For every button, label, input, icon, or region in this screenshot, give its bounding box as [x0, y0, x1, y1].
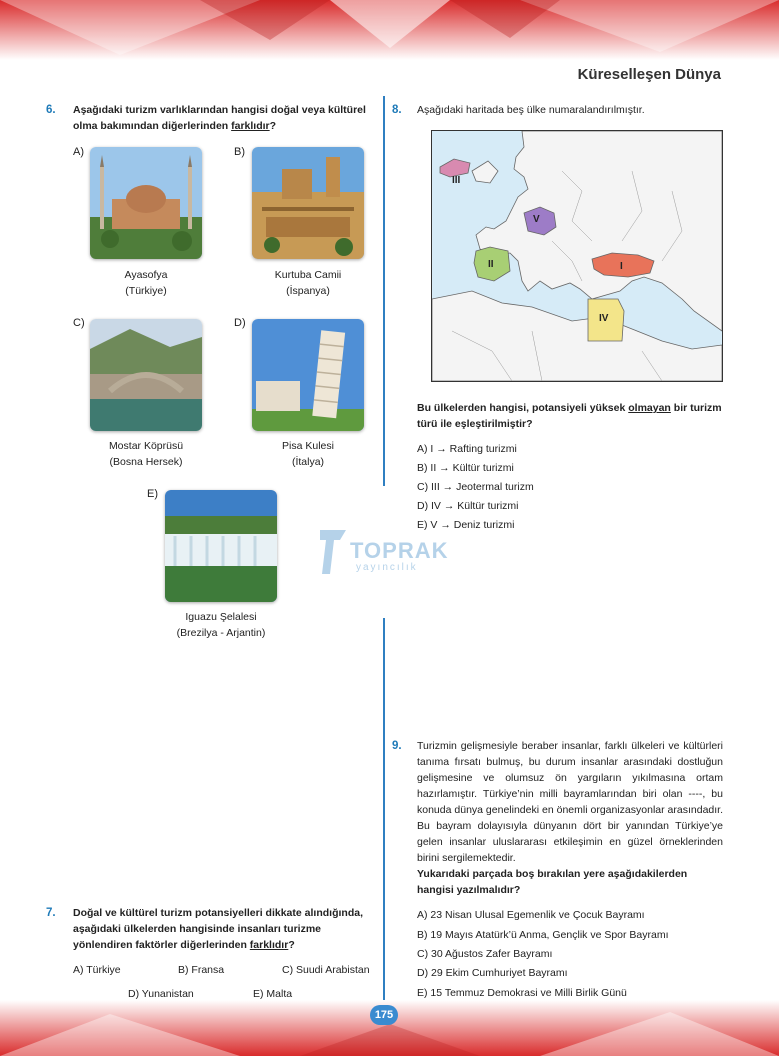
q6-option-c-name: Mostar Köprüsü — [108, 440, 184, 452]
q9-option-d[interactable]: D) 29 Ekim Cumhuriyet Bayramı — [417, 967, 568, 979]
q8-question-end: bir turizm türü ile eşleştirilmiştir? — [417, 402, 722, 430]
q9-option-c[interactable]: C) 30 Ağustos Zafer Bayramı — [417, 948, 553, 960]
q9-question: Yukarıdaki parçada boş bırakılan yere aşağıdakilerden hangisi yazılmalıdır? — [417, 868, 688, 896]
q6-option-d-name: Pisa Kulesi — [282, 440, 334, 452]
q6-option-a-country: (Türkiye) — [125, 285, 167, 297]
q6-option-c-letter[interactable]: C) — [73, 317, 85, 329]
q6-text-end: ? — [269, 120, 277, 132]
q8-option-d[interactable]: D) IV → Kültür turizmi — [417, 500, 519, 512]
watermark-sub: yayıncılık — [356, 562, 418, 573]
q6-option-e-caption — [141, 609, 301, 641]
q6-option-c-caption — [66, 438, 226, 470]
q6-option-b-letter[interactable]: B) — [234, 146, 245, 158]
kurtuba-camii-photo[interactable] — [252, 147, 364, 259]
q7-option-c[interactable]: C) Suudi Arabistan — [282, 964, 370, 976]
q7-text-end: ? — [288, 939, 295, 951]
q8-option-b[interactable]: B) II → Kültür turizmi — [417, 462, 514, 474]
q9-option-e[interactable]: E) 15 Temmuz Demokrasi ve Milli Birlik Günü — [417, 987, 627, 999]
q6-text-underlined: farklıdır — [231, 120, 270, 132]
q6-option-b-caption — [228, 267, 388, 299]
q6-number: 6. — [46, 104, 56, 116]
europe-map — [431, 130, 723, 382]
q7-option-b[interactable]: B) Fransa — [178, 964, 225, 976]
q6-option-a-letter[interactable]: A) — [73, 146, 84, 158]
pisa-kulesi-photo[interactable] — [252, 319, 364, 431]
q9-text: Turizmin gelişmesiyle beraber insanlar, farklı ülkeleri ve kültürleri tanıma fırsatı bulmuş, bu durum insanlar arasındaki dostluğun gelişmesine ve olumsuz ön yargıların yıkılmasına ortam hazırlamıştır. Türkiye’nin milli bayramlarından biri olan ----, bu konuda dünya genelindeki en önemli organizasyonlar arasındadır. Bu bayram dolayısıyla dünyanın dört bir yanından Türkiye’ye gelen insanlar uluslararası etkileşimin en güzel örneklerinden birini sergilemektedir. — [417, 740, 723, 864]
q9-option-b[interactable]: B) 19 Mayıs Atatürk’ü Anma, Gençlik ve Spor Bayramı — [417, 929, 669, 941]
q7-option-d[interactable]: D) Yunanistan — [128, 988, 194, 1000]
q6-option-b-country: (İspanya) — [286, 285, 330, 297]
q6-option-b-name: Kurtuba Camii — [274, 269, 342, 281]
q7-text-main: Doğal ve kültürel turizm potansiyelleri dikkate alındığında, aşağıdaki ülkelerden hangisinde insanları turizme yönlendiren faktörler diğerlerinden — [73, 907, 363, 951]
q7-option-a[interactable]: A) Türkiye — [73, 964, 121, 976]
q6-option-d-letter[interactable]: D) — [234, 317, 246, 329]
column-divider — [383, 618, 385, 1000]
q8-question-main: Bu ülkelerden hangisi, potansiyeli yüksek — [417, 402, 629, 414]
q8-option-c[interactable]: C) III → Jeotermal turizm — [417, 481, 534, 493]
q8-number: 8. — [392, 104, 402, 116]
q9-number: 9. — [392, 740, 402, 752]
watermark-brand: TOPRAK — [350, 538, 449, 563]
q7-number: 7. — [46, 907, 56, 919]
map-label-iii: III — [452, 175, 461, 186]
map-label-v: V — [533, 214, 540, 225]
section-title: Küreselleşen Dünya — [577, 66, 721, 83]
q6-option-e-name: Iguazu Şelalesi — [185, 611, 257, 623]
q6-option-e-country: (Brezilya - Arjantin) — [176, 627, 266, 639]
q6-text — [73, 102, 379, 134]
map-label-i: I — [620, 261, 623, 272]
q8-question-underlined: olmayan — [628, 402, 671, 414]
map-label-iv: IV — [599, 313, 609, 324]
ayasofya-photo[interactable] — [90, 147, 202, 259]
q8-option-a[interactable]: A) I → Rafting turizmi — [417, 443, 517, 455]
q8-intro: Aşağıdaki haritada beş ülke numaralandırılmıştır. — [417, 104, 645, 116]
q6-option-c-country: (Bosna Hersek) — [109, 456, 183, 468]
q9-option-a[interactable]: A) 23 Nisan Ulusal Egemenlik ve Çocuk Bayramı — [417, 909, 645, 921]
q7-text — [73, 905, 379, 953]
mostar-koprusu-photo[interactable] — [90, 319, 202, 431]
q8-option-e[interactable]: E) V → Deniz turizmi — [417, 519, 515, 531]
q6-option-a-caption — [66, 267, 226, 299]
q7-option-e[interactable]: E) Malta — [253, 988, 293, 1000]
q6-text-main: Aşağıdaki turizm varlıklarından hangisi doğal veya kültürel olma bakımından diğerlerinden — [73, 104, 366, 132]
header-decoration — [0, 0, 779, 60]
page-number: 175 — [370, 1005, 398, 1025]
q6-option-d-caption — [228, 438, 388, 470]
q8-question — [417, 400, 723, 432]
q7-text-underlined: farklıdır — [249, 939, 289, 951]
q6-option-d-country: (İtalya) — [291, 456, 325, 468]
iguazu-selalesi-photo[interactable] — [165, 490, 277, 602]
q6-option-a-name: Ayasofya — [124, 269, 168, 281]
q6-option-e-letter[interactable]: E) — [147, 488, 158, 500]
map-label-ii: II — [488, 259, 494, 270]
